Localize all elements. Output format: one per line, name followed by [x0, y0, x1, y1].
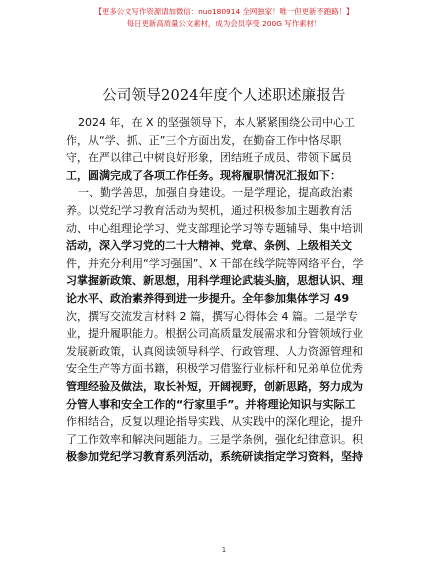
body-line: 件，并充分利用“学习强国”、X 干部在线学院等网络平台，学	[66, 256, 364, 270]
body-line: 分管人事和安全工作的“行家里手”。并将理论知识与实际工	[66, 397, 356, 411]
body-line: 2024 年，在 X 的坚强领导下，本人紧紧围绕公司中心工	[78, 116, 356, 129]
body-line: 工，圆满完成了各项工作任务。现将履职情况汇报如下：	[66, 168, 341, 182]
body-line: 一、勤学善思，加强自身建设。一是学理论，提高政治素	[78, 186, 353, 200]
body-line: 管理经验及做法，取长补短，开阔视野，创新思路，努力成为	[66, 379, 363, 393]
body-line: 次，撰写交流发言材料 2 篇，撰写心得体会 4 篇。二是学专	[66, 309, 358, 323]
body-line: 论水平、政治素养得到进一步提升。全年参加集体学习 49	[66, 291, 350, 305]
promo-line-2: 每日更新高质量公文素材，成为会员享受 200G 写作素材！	[126, 19, 322, 28]
document-body	[66, 114, 396, 466]
body-line: 守，在严以律己中树良好形象，团结班子成员、带领下属员	[66, 151, 352, 165]
body-line: 安全生产等方面书籍，积极学习借鉴行业标杆和兄弟单位优秀	[66, 362, 363, 376]
document-title: 公司领导2024年度个人述职述廉报告	[102, 88, 346, 104]
page-number: 1	[221, 546, 227, 554]
body-line: 动、中心组理论学习、党支部理论学习等专题辅导、集中培训	[66, 221, 363, 235]
promo-banner	[0, 6, 448, 30]
body-line: 发展新政策，认真阅读领导科学、行政管理、人力资源管理和	[66, 344, 363, 358]
body-line: 作相结合，反复以理论指导实践、从实践中的深化理论，提升	[66, 415, 363, 429]
body-line: 了工作效率和解决问题能力。三是学条例，强化纪律意识。积	[66, 432, 363, 446]
body-line: 养。以党纪学习教育活动为契机，通过积极参加主题教育活	[66, 203, 352, 217]
promo-line-1: 【更多公文写作资源请加微信：nuo180914 全网独家！唯一但更新不跑路！】	[94, 7, 354, 16]
body-line: 业，提升履职能力。根据公司高质量发展需求和分管领域行业	[66, 327, 363, 341]
body-line: 习掌握新政策、新思想，用科学理论武装头脑，思想认识、理	[66, 274, 363, 288]
body-line: 极参加党纪学习教育系列活动，系统研读指定学习资料，坚持	[66, 450, 363, 464]
body-line: 活动，深入学习党的二十大精神、党章、条例、上级相关文	[66, 239, 352, 253]
body-line: 作，从“学、抓、正”三个方面出发，在勤奋工作中恪尽职	[66, 133, 342, 147]
